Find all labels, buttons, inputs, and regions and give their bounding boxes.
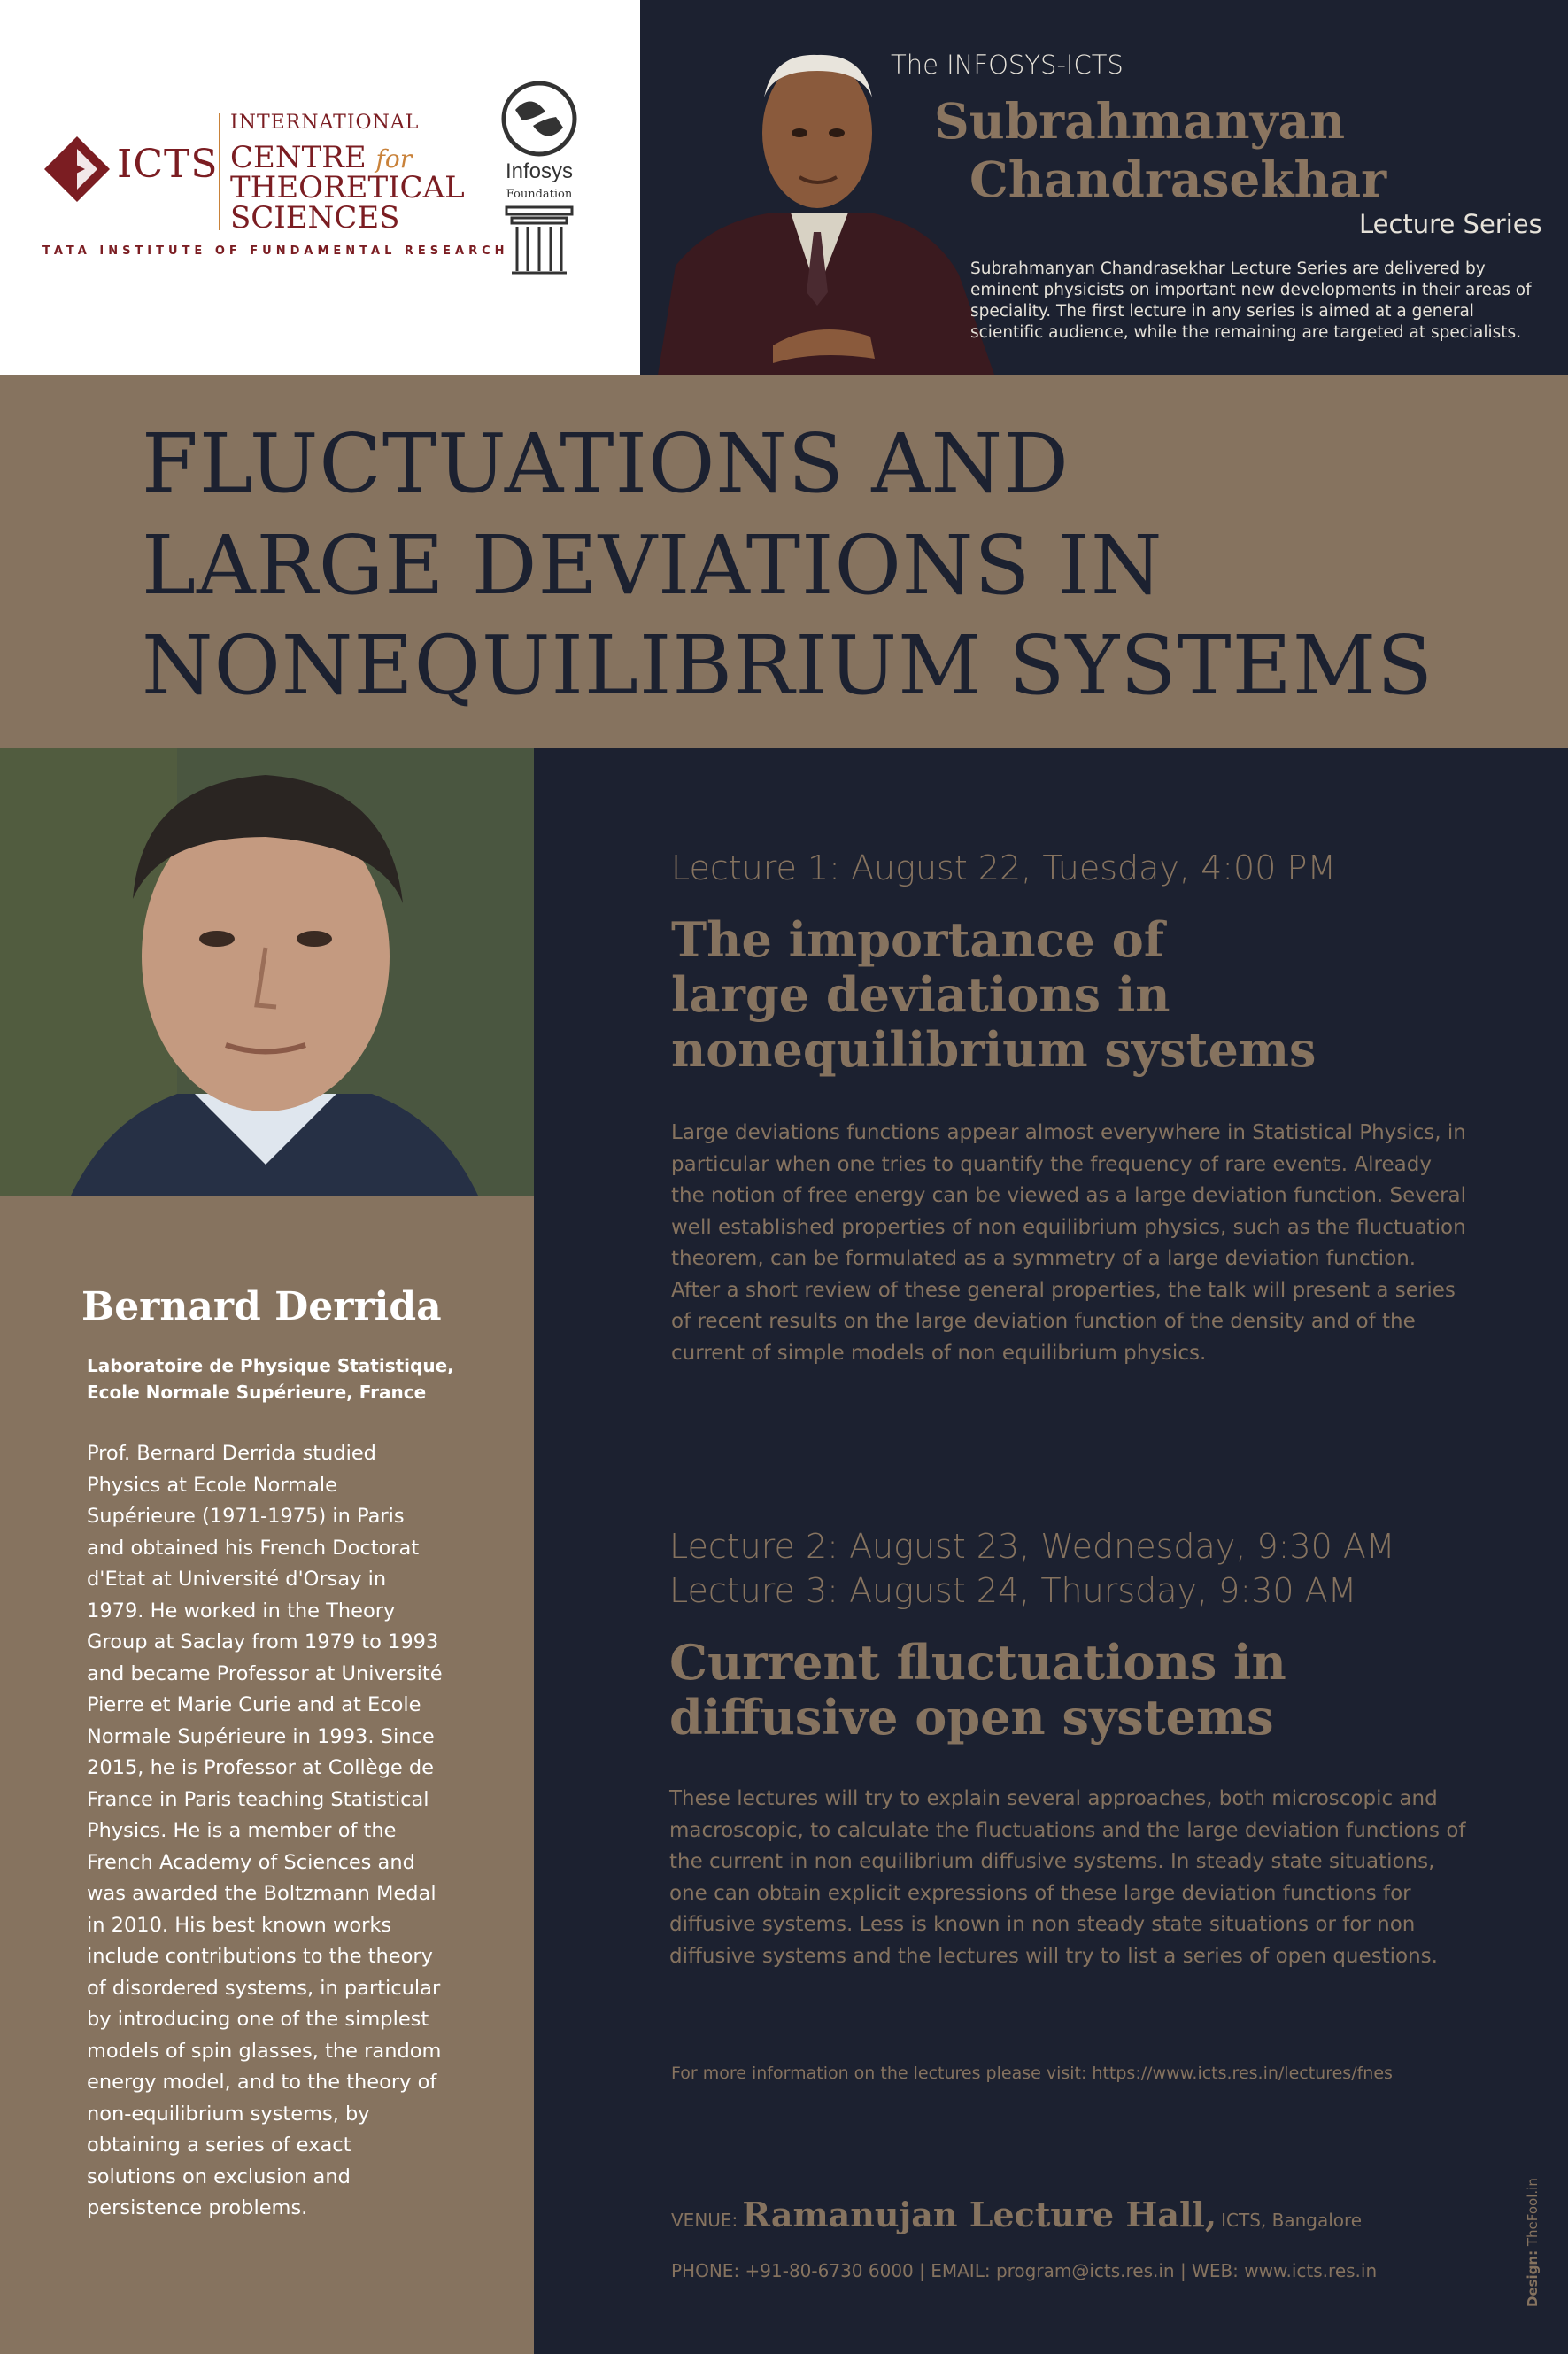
lecture1-title-line1: The importance of [671,911,1164,968]
main-title-line1: FLUCTUATIONS AND [142,416,1070,511]
infosys-wordmark: Infosys [505,159,574,183]
icts-divider [219,113,220,230]
venue-label: VENUE: [671,2210,738,2231]
series-suffix: Lecture Series [1359,209,1542,239]
series-prefix: The INFOSYS-ICTS [891,50,1124,80]
icts-parent-institute: TATA INSTITUTE OF FUNDAMENTAL RESEARCH [42,244,509,258]
design-name: TheFool.in [1525,2178,1541,2247]
more-info-link[interactable]: For more information on the lectures please visit: https://www.icts.res.in/lectures/fnes [671,2064,1393,2083]
series-name-line2: Chandrasekhar [969,151,1387,208]
venue-city: ICTS, Bangalore [1221,2210,1363,2231]
speaker-affiliation-line2: Ecole Normale Supérieure, France [87,1382,427,1403]
venue-name: Ramanujan Lecture Hall, [742,2195,1217,2234]
infosys-foundation-label: Foundation [506,188,573,201]
lecture3-date: Lecture 3: August 24, Thursday, 9:30 AM [669,1571,1357,1610]
speaker-photo [0,748,534,1196]
icts-centre: CENTRE [230,140,367,175]
lectures23-title [669,1635,1431,1745]
series-description: Subrahmanyan Chandrasekhar Lecture Series are delivered by eminent physicists on important new developments in their areas of speciality. The first lecture in any series is aimed at a general scientific audience, while the remaining are targeted at specialists. [970,259,1532,342]
speaker-portrait [0,748,534,1196]
speaker-affiliation-line1: Laboratoire de Physique Statistique, [87,1355,454,1376]
lecture2-date: Lecture 2: August 23, Wednesday, 9:30 AM [669,1527,1395,1566]
series-name-line1: Subrahmanyan [934,92,1346,150]
lecture1-title-line3: nonequilibrium systems [671,1021,1317,1078]
speaker-name: Bernard Derrida [81,1284,442,1329]
contact-details: PHONE: +91-80-6730 6000 | EMAIL: program@icts.res.in | WEB: www.icts.res.in [671,2260,1378,2281]
icts-logo-mark-icon [42,135,112,204]
lectures23-title-line2: diffusive open systems [669,1689,1274,1746]
icts-abbreviation: ICTS [117,142,219,187]
icts-for: for [375,144,413,174]
design-credit [1525,2178,1541,2307]
lecture1-title [671,912,1433,1077]
icts-name-line4: SCIENCES [230,200,400,236]
speaker-bio: Prof. Bernard Derrida studied Physics at Ecole Normale Supérieure (1971-1975) in Paris and obtained his French Doctorat d'Etat at Université d'Orsay in 1979. He worked in the Theory Group at Saclay from 1979 to 1993 and became Professor at Université Pierre et Marie Curie and at Ecole Normale Supérieure in 1993. Since 2015, he is Professor at Collège de France in Paris teaching Statistical Physics. He is a member of the French Academy of Sciences and was awarded the Boltzmann Medal in 2010. His best known works include contributions to the theory of disordered systems, in particular by introducing one of the simplest models of spin glasses, the random energy model, and to the theory of non-equilibrium systems, by obtaining a series of exact solutions on exclusion and persistence problems. [87,1442,443,2219]
design-label: Design: [1525,2249,1541,2307]
lectures23-title-line1: Current fluctuations in [669,1634,1286,1691]
lecture1-abstract: Large deviations functions appear almost everywhere in Statistical Physics, in particular when one tries to quantify the frequency of rare events. Already the notion of free energy can be viewed as a large deviation function. Several well established properties of non equilibrium physics, such as the fluctuation theorem, can be formulated as a symmetry of a large deviation function. After a short review of these general properties, the talk will present a series of recent results on the large deviation function of the density and of the current of simple models of non equilibrium physics. [671,1121,1467,1365]
venue [671,2195,1362,2234]
main-title-line2: LARGE DEVIATIONS IN [142,518,1163,613]
icts-name-line1: INTERNATIONAL [230,112,420,134]
lecture1-date: Lecture 1: August 22, Tuesday, 4:00 PM [671,848,1337,887]
lectures23-abstract: These lectures will try to explain several approaches, both microscopic and macroscopic, to calculate the fluctuations and the large deviation functions of the current in non equilibrium diffusive systems. In steady state situations, one can obtain explicit expressions of these large deviation functions for diffusive systems. Less is known in non steady state situations or for non diffusive systems and the lectures will try to list a series of open questions. [669,1787,1466,1968]
icts-name-line3: THEORETICAL [230,170,465,205]
lecture1-title-line2: large deviations in [671,966,1170,1023]
main-title-line3: NONEQUILIBRIUM SYSTEMS [142,618,1434,713]
